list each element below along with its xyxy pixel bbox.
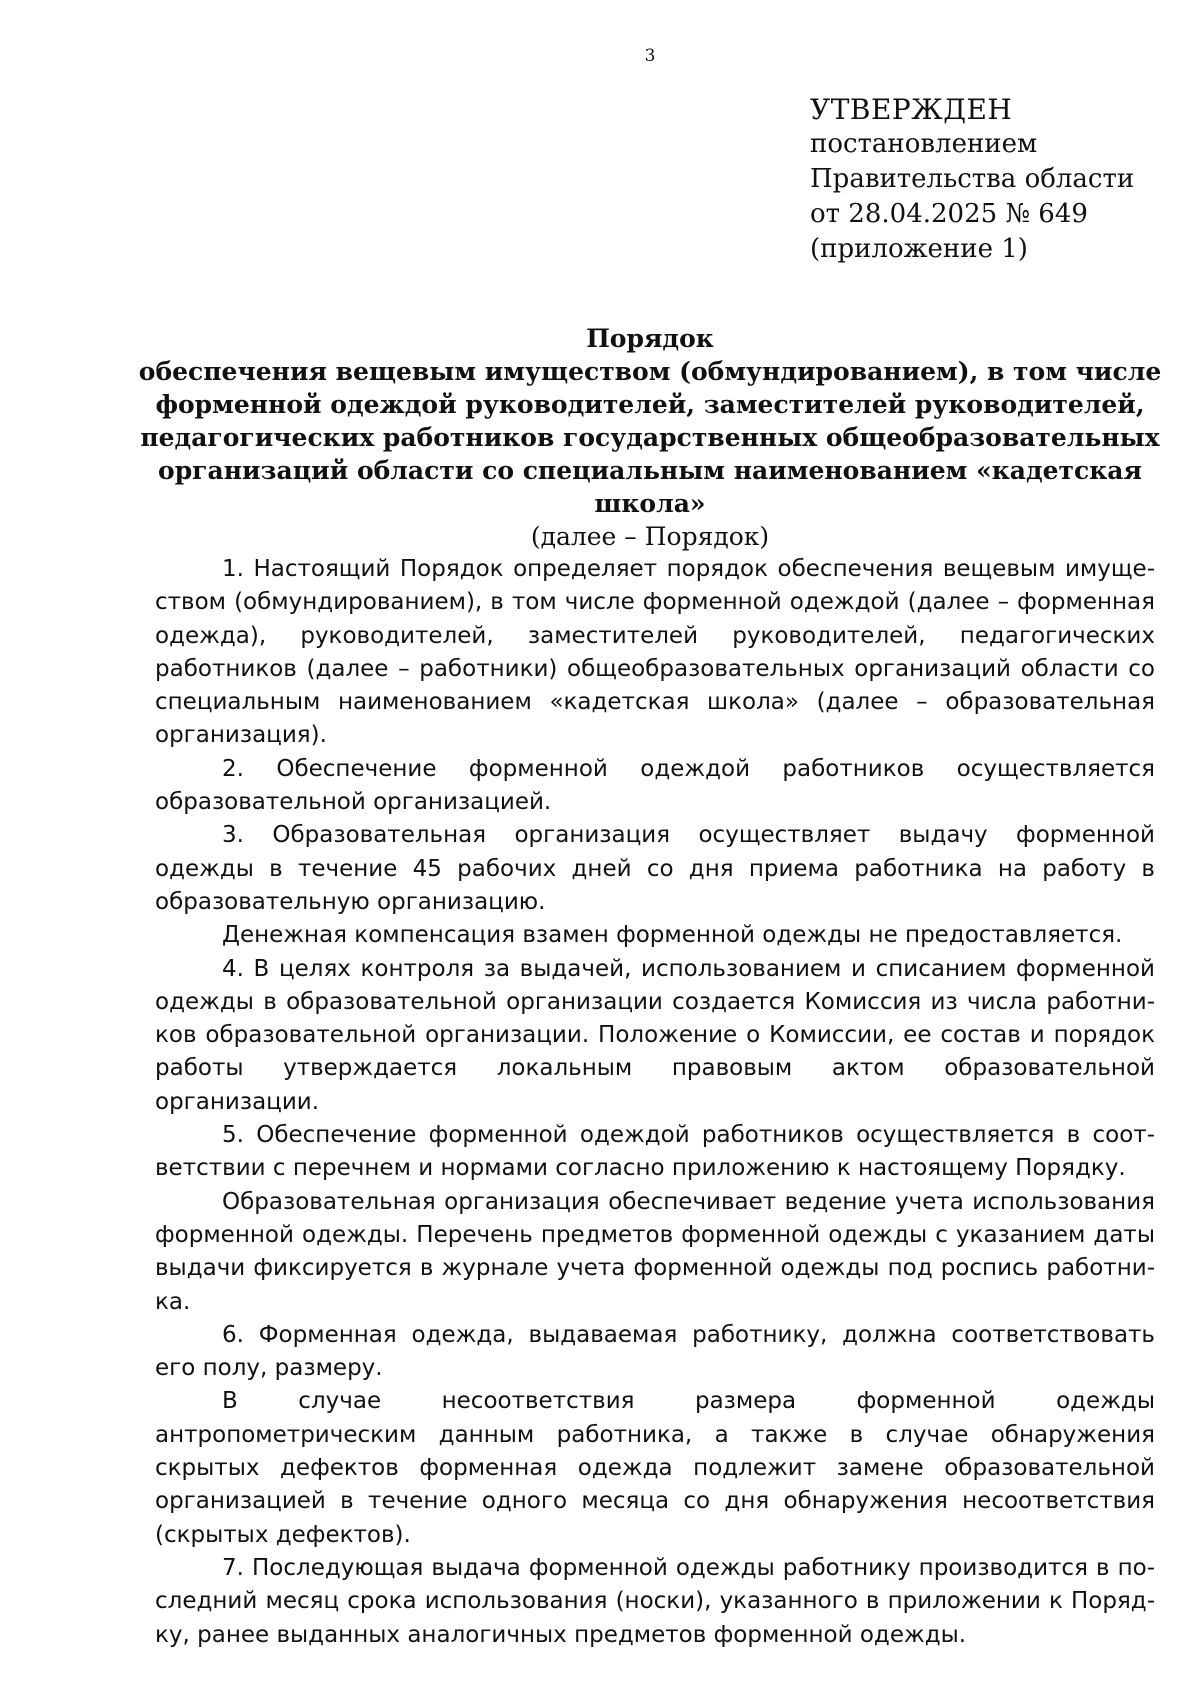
- title-heading: Порядок: [586, 324, 714, 353]
- approval-line: постановлением: [810, 129, 1038, 159]
- paragraph-3: 3. Образовательная организация осуществляет выдачу форменной одежды в течение 45 рабочих дней со дня приема работника на работу в образовательную организацию.: [155, 822, 1155, 915]
- approval-stamp-block: [810, 92, 1170, 267]
- paragraph-5: 5. Обеспечение форменной одеждой работников осуществляется в соответствии с перечнем и нормами согласно приложению к настоящему Порядку.: [155, 1122, 1155, 1182]
- paragraph-4: 4. В целях контроля за выдачей, использованием и списанием форменной одежды в образовательной организации создается Комиссия из числа работников образовательной организации. Положение о Комиссии, ее состав и порядок работы утверждается локальным правовым актом образовательной организации.: [155, 955, 1155, 1115]
- title-line: организаций области со специальным наименованием «кадетская школа»: [158, 456, 1142, 518]
- title-line: педагогических работников государственных общеобразовательных: [140, 423, 1160, 452]
- document-body: [155, 553, 1155, 1652]
- paragraph-1: 1. Настоящий Порядок определяет порядок обеспечения вещевым имуществом (обмундированием), в том числе форменной одеждой (далее – форменная одежда), руководителей, заместителей руководителей, педагогических работников (далее – работники) общеобразовательных организаций области со специальным наименованием «кадетская школа» (далее – образовательная организация).: [155, 556, 1155, 749]
- approval-line: Правительства области: [810, 164, 1135, 194]
- approval-line: от 28.04.2025 № 649: [810, 199, 1088, 229]
- title-line: обеспечения вещевым имуществом (обмундированием), в том числе: [138, 357, 1162, 386]
- title-note: (далее – Порядок): [530, 522, 770, 551]
- page-number: 3: [644, 46, 656, 66]
- document-title: [120, 322, 1180, 553]
- paragraph-3-note: Денежная компенсация взамен форменной одежды не предоставляется.: [222, 922, 1123, 949]
- paragraph-6-note: В случае несоответствия размера форменной одежды антропометрическим данным работника, а также в случае обнаружения скрытых дефектов форменная одежда подлежит замене образовательной организацией в течение одного месяца со дня обнаружения несоответствия (скрытых дефектов).: [155, 1388, 1155, 1548]
- approval-title: УТВЕРЖДЕН: [810, 93, 1013, 126]
- paragraph-7: 7. Последующая выдача форменной одежды работнику производится в последний месяц срока использования (носки), указанного в приложении к Порядку, ранее выданных аналогичных предметов форменной одежды.: [155, 1554, 1155, 1648]
- paragraph-5-note: Образовательная организация обеспечивает ведение учета использования форменной одежды. Перечень предметов форменной одежды с указанием даты выдачи фиксируется в журнале учета форменной одежды под роспись работника.: [155, 1188, 1155, 1315]
- paragraph-2: 2. Обеспечение форменной одеждой работников осуществляется образовательной организацией.: [155, 755, 1155, 816]
- paragraph-6: 6. Форменная одежда, выдаваемая работнику, должна соответствовать его полу, размеру.: [155, 1321, 1155, 1382]
- approval-line: (приложение 1): [810, 234, 1028, 264]
- title-line: форменной одеждой руководителей, заместителей руководителей,: [155, 390, 1145, 419]
